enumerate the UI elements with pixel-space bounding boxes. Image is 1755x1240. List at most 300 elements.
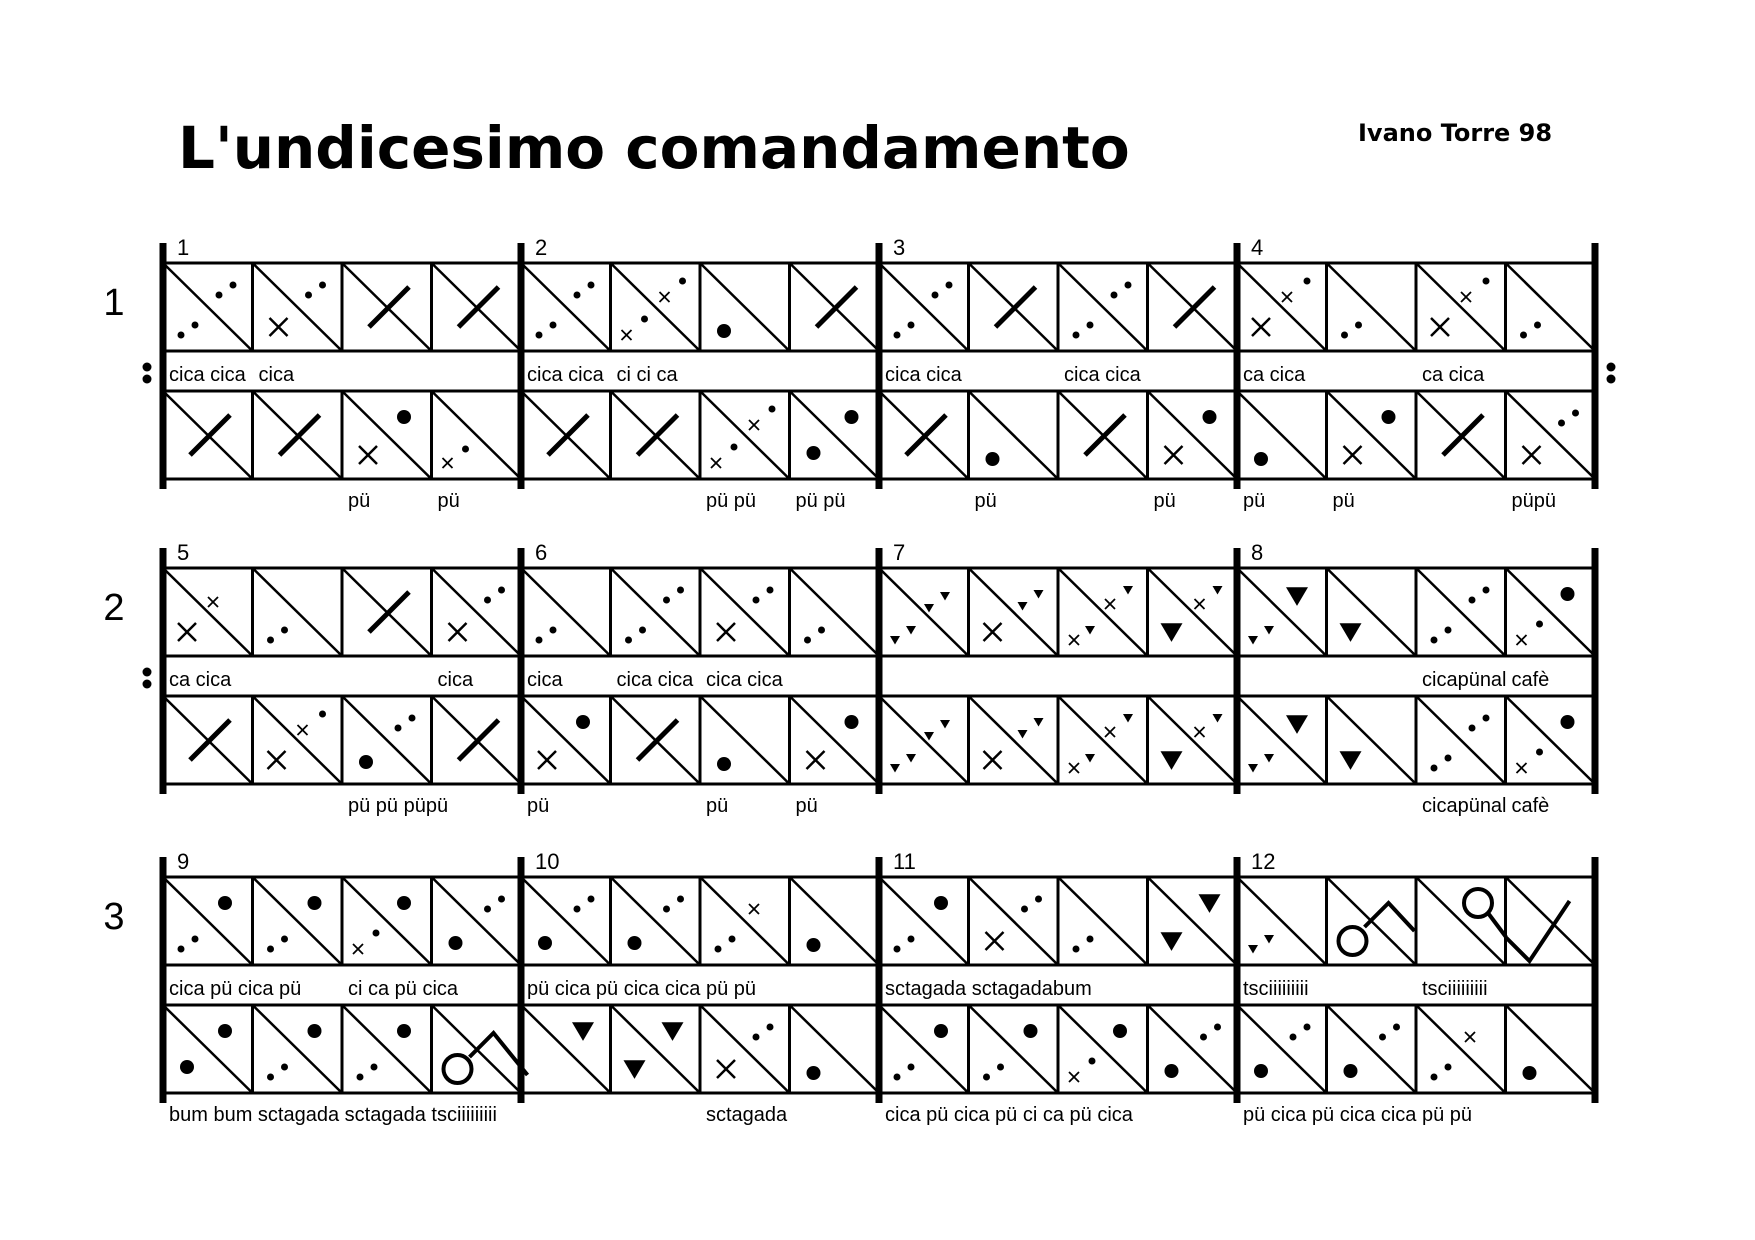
triangle-mark bbox=[662, 1022, 684, 1041]
dot-mark bbox=[1483, 587, 1490, 594]
triangle-mark bbox=[1018, 602, 1028, 611]
dot-mark bbox=[305, 292, 312, 299]
dot-mark bbox=[1087, 322, 1094, 329]
cell-diagonal bbox=[1237, 877, 1327, 965]
triangle-mark bbox=[1123, 714, 1133, 723]
beat-cell bbox=[700, 1005, 790, 1093]
cell-diagonal bbox=[253, 877, 343, 965]
beat-cell bbox=[253, 263, 343, 351]
cell-diagonal bbox=[521, 568, 611, 656]
beat-cell bbox=[879, 263, 969, 351]
dot-mark bbox=[717, 324, 731, 338]
beat-cell bbox=[1058, 1005, 1148, 1093]
dot-mark bbox=[267, 1074, 274, 1081]
beat-cell bbox=[611, 568, 701, 656]
cell-diagonal bbox=[432, 877, 522, 965]
triangle-mark bbox=[1264, 935, 1274, 944]
dot-mark bbox=[588, 282, 595, 289]
author-credit: Ivano Torre 98 bbox=[1358, 119, 1553, 147]
syllable-text: ca cica bbox=[169, 669, 232, 691]
cell-diagonal bbox=[700, 877, 790, 965]
big-slash-mark bbox=[817, 287, 857, 327]
syllable-text: cica bbox=[527, 669, 563, 691]
dot-mark bbox=[180, 1060, 194, 1074]
cell-diagonal bbox=[1148, 877, 1238, 965]
measure-number: 1 bbox=[177, 235, 190, 260]
dot-mark bbox=[574, 292, 581, 299]
syllable-text: pü bbox=[527, 795, 550, 817]
beat-cell bbox=[700, 263, 790, 351]
beat-cell bbox=[790, 1005, 880, 1093]
dot-mark bbox=[818, 627, 825, 634]
page-title: L'undicesimo comandamento bbox=[178, 114, 1130, 182]
dot-mark bbox=[1393, 1024, 1400, 1031]
circle-mark bbox=[1339, 927, 1367, 955]
beat-cell bbox=[163, 263, 253, 351]
beat-cell bbox=[253, 696, 343, 784]
syllable-text: pü pü bbox=[706, 490, 757, 512]
dot-mark bbox=[178, 946, 185, 953]
dot-mark bbox=[845, 715, 859, 729]
beat-cell bbox=[342, 568, 432, 656]
beat-cell bbox=[521, 391, 611, 479]
row-number: 1 bbox=[103, 282, 125, 324]
big-slash-mark bbox=[459, 287, 499, 327]
cell-diagonal bbox=[253, 568, 343, 656]
syllable-text: pü cica pü cica cica pü pü bbox=[1243, 1104, 1473, 1126]
dot-mark bbox=[536, 637, 543, 644]
cell-diagonal bbox=[1416, 696, 1506, 784]
beat-cell bbox=[611, 263, 701, 351]
dot-mark bbox=[628, 936, 642, 950]
beat-cell bbox=[521, 877, 611, 965]
beat-cell bbox=[1506, 696, 1596, 784]
cell-diagonal bbox=[1327, 568, 1417, 656]
dot-mark bbox=[1341, 332, 1348, 339]
big-slash-mark bbox=[638, 720, 678, 760]
dot-mark bbox=[143, 668, 152, 677]
cell-diagonal bbox=[611, 568, 701, 656]
dot-mark bbox=[218, 896, 232, 910]
cell-diagonal bbox=[1416, 568, 1506, 656]
dot-mark bbox=[192, 936, 199, 943]
triangle-mark bbox=[1161, 932, 1183, 951]
dot-mark bbox=[625, 637, 632, 644]
dot-mark bbox=[908, 1064, 915, 1071]
dot-mark bbox=[397, 410, 411, 424]
dot-mark bbox=[281, 936, 288, 943]
circle-mark bbox=[444, 1055, 472, 1083]
beat-cell bbox=[611, 696, 701, 784]
dot-mark bbox=[550, 322, 557, 329]
dot-mark bbox=[178, 332, 185, 339]
triangle-mark bbox=[890, 764, 900, 773]
dot-mark bbox=[1483, 715, 1490, 722]
dot-mark bbox=[216, 292, 223, 299]
triangle-mark bbox=[624, 1060, 646, 1079]
triangle-mark bbox=[1161, 751, 1183, 770]
cell-diagonal bbox=[700, 263, 790, 351]
measure-number: 6 bbox=[535, 540, 548, 565]
triangle-mark bbox=[1018, 730, 1028, 739]
beat-cell bbox=[790, 263, 880, 351]
beat-cell bbox=[1058, 568, 1148, 656]
cell-diagonal bbox=[521, 1005, 611, 1093]
dot-mark bbox=[663, 906, 670, 913]
row-number: 2 bbox=[103, 587, 125, 629]
beat-cell bbox=[342, 391, 432, 479]
big-slash-mark bbox=[369, 592, 409, 632]
cell-diagonal bbox=[969, 877, 1059, 965]
dot-mark bbox=[267, 946, 274, 953]
cell-diagonal bbox=[790, 568, 880, 656]
triangle-mark bbox=[1340, 623, 1362, 642]
beat-cell bbox=[432, 877, 522, 965]
cell-diagonal bbox=[790, 877, 880, 965]
syllable-text: tsciiiiiiiii bbox=[1422, 978, 1488, 1000]
dot-mark bbox=[1214, 1024, 1221, 1031]
beat-cell bbox=[1148, 877, 1238, 965]
beat-cell bbox=[253, 1005, 343, 1093]
dot-mark bbox=[308, 1024, 322, 1038]
dot-mark bbox=[894, 946, 901, 953]
dot-mark bbox=[769, 406, 776, 413]
syllable-text: sctagada bbox=[706, 1104, 788, 1126]
triangle-mark bbox=[940, 720, 950, 729]
cell-diagonal bbox=[879, 1005, 969, 1093]
triangle-mark bbox=[1123, 586, 1133, 595]
dot-mark bbox=[498, 896, 505, 903]
triangle-mark bbox=[1199, 894, 1221, 913]
dot-mark bbox=[1290, 1034, 1297, 1041]
beat-cell bbox=[1327, 1005, 1417, 1093]
measure-number: 7 bbox=[893, 540, 906, 565]
triangle-mark bbox=[1248, 945, 1258, 954]
cell-diagonal bbox=[1506, 391, 1596, 479]
dot-mark bbox=[1165, 1064, 1179, 1078]
syllable-text: pü bbox=[348, 490, 371, 512]
cell-diagonal bbox=[253, 696, 343, 784]
triangle-mark bbox=[1286, 715, 1308, 734]
dot-mark bbox=[997, 1064, 1004, 1071]
triangle-mark bbox=[1286, 587, 1308, 606]
dot-mark bbox=[932, 292, 939, 299]
dot-mark bbox=[1431, 765, 1438, 772]
cell-diagonal bbox=[1237, 1005, 1327, 1093]
triangle-mark bbox=[1264, 754, 1274, 763]
beat-cell bbox=[163, 391, 253, 479]
syllable-text: pü bbox=[974, 490, 997, 512]
syllable-text: pü bbox=[1243, 490, 1266, 512]
beat-cell bbox=[521, 696, 611, 784]
cell-diagonal bbox=[700, 568, 790, 656]
measure-number: 10 bbox=[535, 849, 560, 874]
triangle-mark bbox=[924, 604, 934, 613]
dot-mark bbox=[449, 936, 463, 950]
big-slash-mark bbox=[369, 287, 409, 327]
dot-mark bbox=[1572, 410, 1579, 417]
dot-mark bbox=[395, 725, 402, 732]
triangle-mark bbox=[1340, 751, 1362, 770]
cell-diagonal bbox=[879, 696, 969, 784]
dot-mark bbox=[536, 332, 543, 339]
dot-mark bbox=[1469, 597, 1476, 604]
cell-diagonal bbox=[342, 1005, 432, 1093]
dot-mark bbox=[1561, 587, 1575, 601]
cell-diagonal bbox=[1237, 391, 1327, 479]
cell-diagonal bbox=[879, 877, 969, 965]
beat-cell bbox=[521, 568, 611, 656]
beat-cell bbox=[1416, 263, 1506, 351]
beat-cell bbox=[1058, 391, 1148, 479]
cell-diagonal bbox=[790, 696, 880, 784]
cell-diagonal bbox=[1148, 568, 1238, 656]
big-slash-mark bbox=[1443, 415, 1483, 455]
dot-mark bbox=[484, 597, 491, 604]
cell-diagonal bbox=[611, 1005, 701, 1093]
dot-mark bbox=[845, 410, 859, 424]
beat-cell bbox=[790, 696, 880, 784]
beat-cell bbox=[342, 696, 432, 784]
syllable-text: pü bbox=[706, 795, 729, 817]
beat-cell bbox=[163, 696, 253, 784]
dot-mark bbox=[267, 637, 274, 644]
dot-mark bbox=[1254, 452, 1268, 466]
measure-number: 8 bbox=[1251, 540, 1264, 565]
dot-mark bbox=[1111, 292, 1118, 299]
big-slash-mark bbox=[638, 415, 678, 455]
beat-cell bbox=[1327, 391, 1417, 479]
syllable-text: cica cica bbox=[616, 669, 694, 691]
dot-mark bbox=[319, 282, 326, 289]
triangle-mark bbox=[906, 754, 916, 763]
cell-diagonal bbox=[700, 696, 790, 784]
beat-cell bbox=[1506, 391, 1596, 479]
cell-diagonal bbox=[521, 696, 611, 784]
beat-cell bbox=[611, 1005, 701, 1093]
syllable-text: ca cica bbox=[1243, 364, 1306, 386]
cell-diagonal bbox=[1237, 568, 1327, 656]
dot-mark bbox=[1607, 375, 1616, 384]
syllable-text: cafè bbox=[1511, 795, 1550, 817]
dot-mark bbox=[1558, 420, 1565, 427]
dot-mark bbox=[1431, 1074, 1438, 1081]
triangle-mark bbox=[890, 636, 900, 645]
dot-mark bbox=[753, 597, 760, 604]
cell-diagonal bbox=[163, 263, 253, 351]
dot-mark bbox=[663, 597, 670, 604]
dot-mark bbox=[1536, 621, 1543, 628]
cell-diagonal bbox=[163, 568, 253, 656]
syllable-text: bum bum sctagada sctagada tsciiiiiiiii bbox=[169, 1104, 497, 1126]
triangle-mark bbox=[940, 592, 950, 601]
dot-mark bbox=[538, 936, 552, 950]
beat-cell bbox=[1148, 391, 1238, 479]
dot-mark bbox=[1431, 637, 1438, 644]
beat-cell bbox=[163, 877, 253, 965]
beat-cell bbox=[1327, 877, 1417, 965]
syllable-text: pü bbox=[437, 490, 460, 512]
dot-mark bbox=[983, 1074, 990, 1081]
beat-cell bbox=[790, 391, 880, 479]
cell-diagonal bbox=[969, 1005, 1059, 1093]
measure-number: 11 bbox=[893, 849, 916, 874]
big-slash-mark bbox=[1175, 287, 1215, 327]
beat-cell bbox=[342, 877, 432, 965]
row-number: 3 bbox=[103, 896, 125, 938]
measure-number: 9 bbox=[177, 849, 190, 874]
syllable-text: pü pü bbox=[795, 490, 846, 512]
beat-cell bbox=[1148, 696, 1238, 784]
dot-mark bbox=[1304, 1024, 1311, 1031]
beat-cell bbox=[1237, 696, 1327, 784]
beat-cell bbox=[521, 1005, 611, 1093]
dot-mark bbox=[319, 711, 326, 718]
cell-diagonal bbox=[879, 263, 969, 351]
beat-cell bbox=[1058, 263, 1148, 351]
beat-cell bbox=[700, 696, 790, 784]
beat-cell bbox=[163, 568, 253, 656]
cell-diagonal bbox=[1416, 263, 1506, 351]
beat-cell bbox=[432, 696, 522, 784]
cell-diagonal bbox=[1058, 263, 1148, 351]
triangle-mark bbox=[1213, 586, 1223, 595]
dot-mark bbox=[1445, 627, 1452, 634]
syllable-text: cica pü cica pü bbox=[169, 978, 302, 1000]
cell-diagonal bbox=[1148, 696, 1238, 784]
cell-diagonal bbox=[163, 1005, 253, 1093]
cell-diagonal bbox=[1148, 1005, 1238, 1093]
beat-cell bbox=[342, 1005, 432, 1093]
beat-cell bbox=[1237, 877, 1327, 965]
beat-cell bbox=[1327, 696, 1417, 784]
cell-diagonal bbox=[1327, 696, 1417, 784]
dot-mark bbox=[807, 446, 821, 460]
triangle-mark bbox=[1264, 626, 1274, 635]
cell-diagonal bbox=[163, 877, 253, 965]
cell-diagonal bbox=[1416, 1005, 1506, 1093]
triangle-mark bbox=[1248, 764, 1258, 773]
dot-mark bbox=[717, 757, 731, 771]
beat-cell bbox=[879, 877, 969, 965]
syllable-text: sctagada sctagadabum bbox=[885, 978, 1092, 1000]
dot-mark bbox=[1534, 322, 1541, 329]
beat-cell bbox=[1506, 263, 1596, 351]
beat-cell bbox=[1416, 877, 1506, 965]
dot-mark bbox=[767, 1024, 774, 1031]
triangle-mark bbox=[906, 626, 916, 635]
big-slash-mark bbox=[190, 720, 230, 760]
beat-cell bbox=[342, 263, 432, 351]
dot-mark bbox=[804, 637, 811, 644]
score-grid bbox=[103, 235, 1615, 1126]
dot-mark bbox=[550, 627, 557, 634]
measure-number: 2 bbox=[535, 235, 548, 260]
beat-cell bbox=[163, 1005, 253, 1093]
syllable-text: ci ca pü cica bbox=[348, 978, 459, 1000]
dot-mark bbox=[1073, 332, 1080, 339]
beat-cell bbox=[253, 877, 343, 965]
dot-mark bbox=[1254, 1064, 1268, 1078]
dot-mark bbox=[894, 1074, 901, 1081]
syllable-text: cica cica bbox=[1064, 364, 1141, 386]
dot-mark bbox=[1113, 1024, 1127, 1038]
beat-cell bbox=[432, 263, 522, 351]
cell-diagonal bbox=[1237, 263, 1327, 351]
cell-diagonal bbox=[1237, 696, 1327, 784]
cell-diagonal bbox=[521, 877, 611, 965]
dot-mark bbox=[397, 896, 411, 910]
dot-mark bbox=[409, 715, 416, 722]
dot-mark bbox=[588, 896, 595, 903]
beat-cell bbox=[253, 391, 343, 479]
dot-mark bbox=[218, 1024, 232, 1038]
dot-mark bbox=[574, 906, 581, 913]
beat-cell bbox=[700, 877, 790, 965]
beat-cell bbox=[969, 263, 1059, 351]
cell-diagonal bbox=[879, 568, 969, 656]
syllable-text: cica cica bbox=[885, 364, 962, 386]
dot-mark bbox=[908, 322, 915, 329]
syllable-text: cica bbox=[437, 669, 474, 691]
dot-mark bbox=[679, 278, 686, 285]
beat-cell bbox=[432, 568, 522, 656]
dot-mark bbox=[1073, 946, 1080, 953]
dot-mark bbox=[373, 930, 380, 937]
dot-mark bbox=[1089, 1058, 1096, 1065]
cell-diagonal bbox=[1327, 1005, 1417, 1093]
syllable-text: cafè bbox=[1511, 669, 1550, 691]
dot-mark bbox=[1087, 936, 1094, 943]
syllable-text: pü pü püpü bbox=[348, 795, 449, 817]
zigzag-mark bbox=[1365, 903, 1415, 931]
triangle-mark bbox=[572, 1022, 594, 1041]
beat-cell bbox=[1237, 1005, 1327, 1093]
cell-diagonal bbox=[1506, 263, 1596, 351]
dot-mark bbox=[1200, 1034, 1207, 1041]
dot-mark bbox=[281, 627, 288, 634]
triangle-mark bbox=[924, 732, 934, 741]
beat-cell bbox=[1327, 568, 1417, 656]
cell-diagonal bbox=[253, 1005, 343, 1093]
beat-cell bbox=[1416, 1005, 1506, 1093]
cell-diagonal bbox=[1148, 391, 1238, 479]
big-slash-mark bbox=[548, 415, 588, 455]
triangle-mark bbox=[1213, 714, 1223, 723]
dot-mark bbox=[576, 715, 590, 729]
dot-mark bbox=[1536, 749, 1543, 756]
cell-diagonal bbox=[611, 877, 701, 965]
measure-number: 4 bbox=[1251, 235, 1264, 260]
dot-mark bbox=[462, 446, 469, 453]
big-slash-mark bbox=[906, 415, 946, 455]
dot-mark bbox=[807, 1066, 821, 1080]
beat-cell bbox=[1506, 877, 1596, 965]
syllable-text: püpü bbox=[1511, 490, 1556, 512]
dot-mark bbox=[1607, 363, 1616, 372]
beat-cell bbox=[969, 568, 1059, 656]
dot-mark bbox=[1382, 410, 1396, 424]
dot-mark bbox=[1561, 715, 1575, 729]
beat-cell bbox=[969, 877, 1059, 965]
cell-diagonal bbox=[432, 568, 522, 656]
beat-cell bbox=[611, 877, 701, 965]
beat-cell bbox=[1416, 568, 1506, 656]
syllable-text: cicapünal bbox=[1422, 669, 1507, 691]
dot-mark bbox=[934, 896, 948, 910]
beat-cell bbox=[879, 568, 969, 656]
dot-mark bbox=[1035, 896, 1042, 903]
